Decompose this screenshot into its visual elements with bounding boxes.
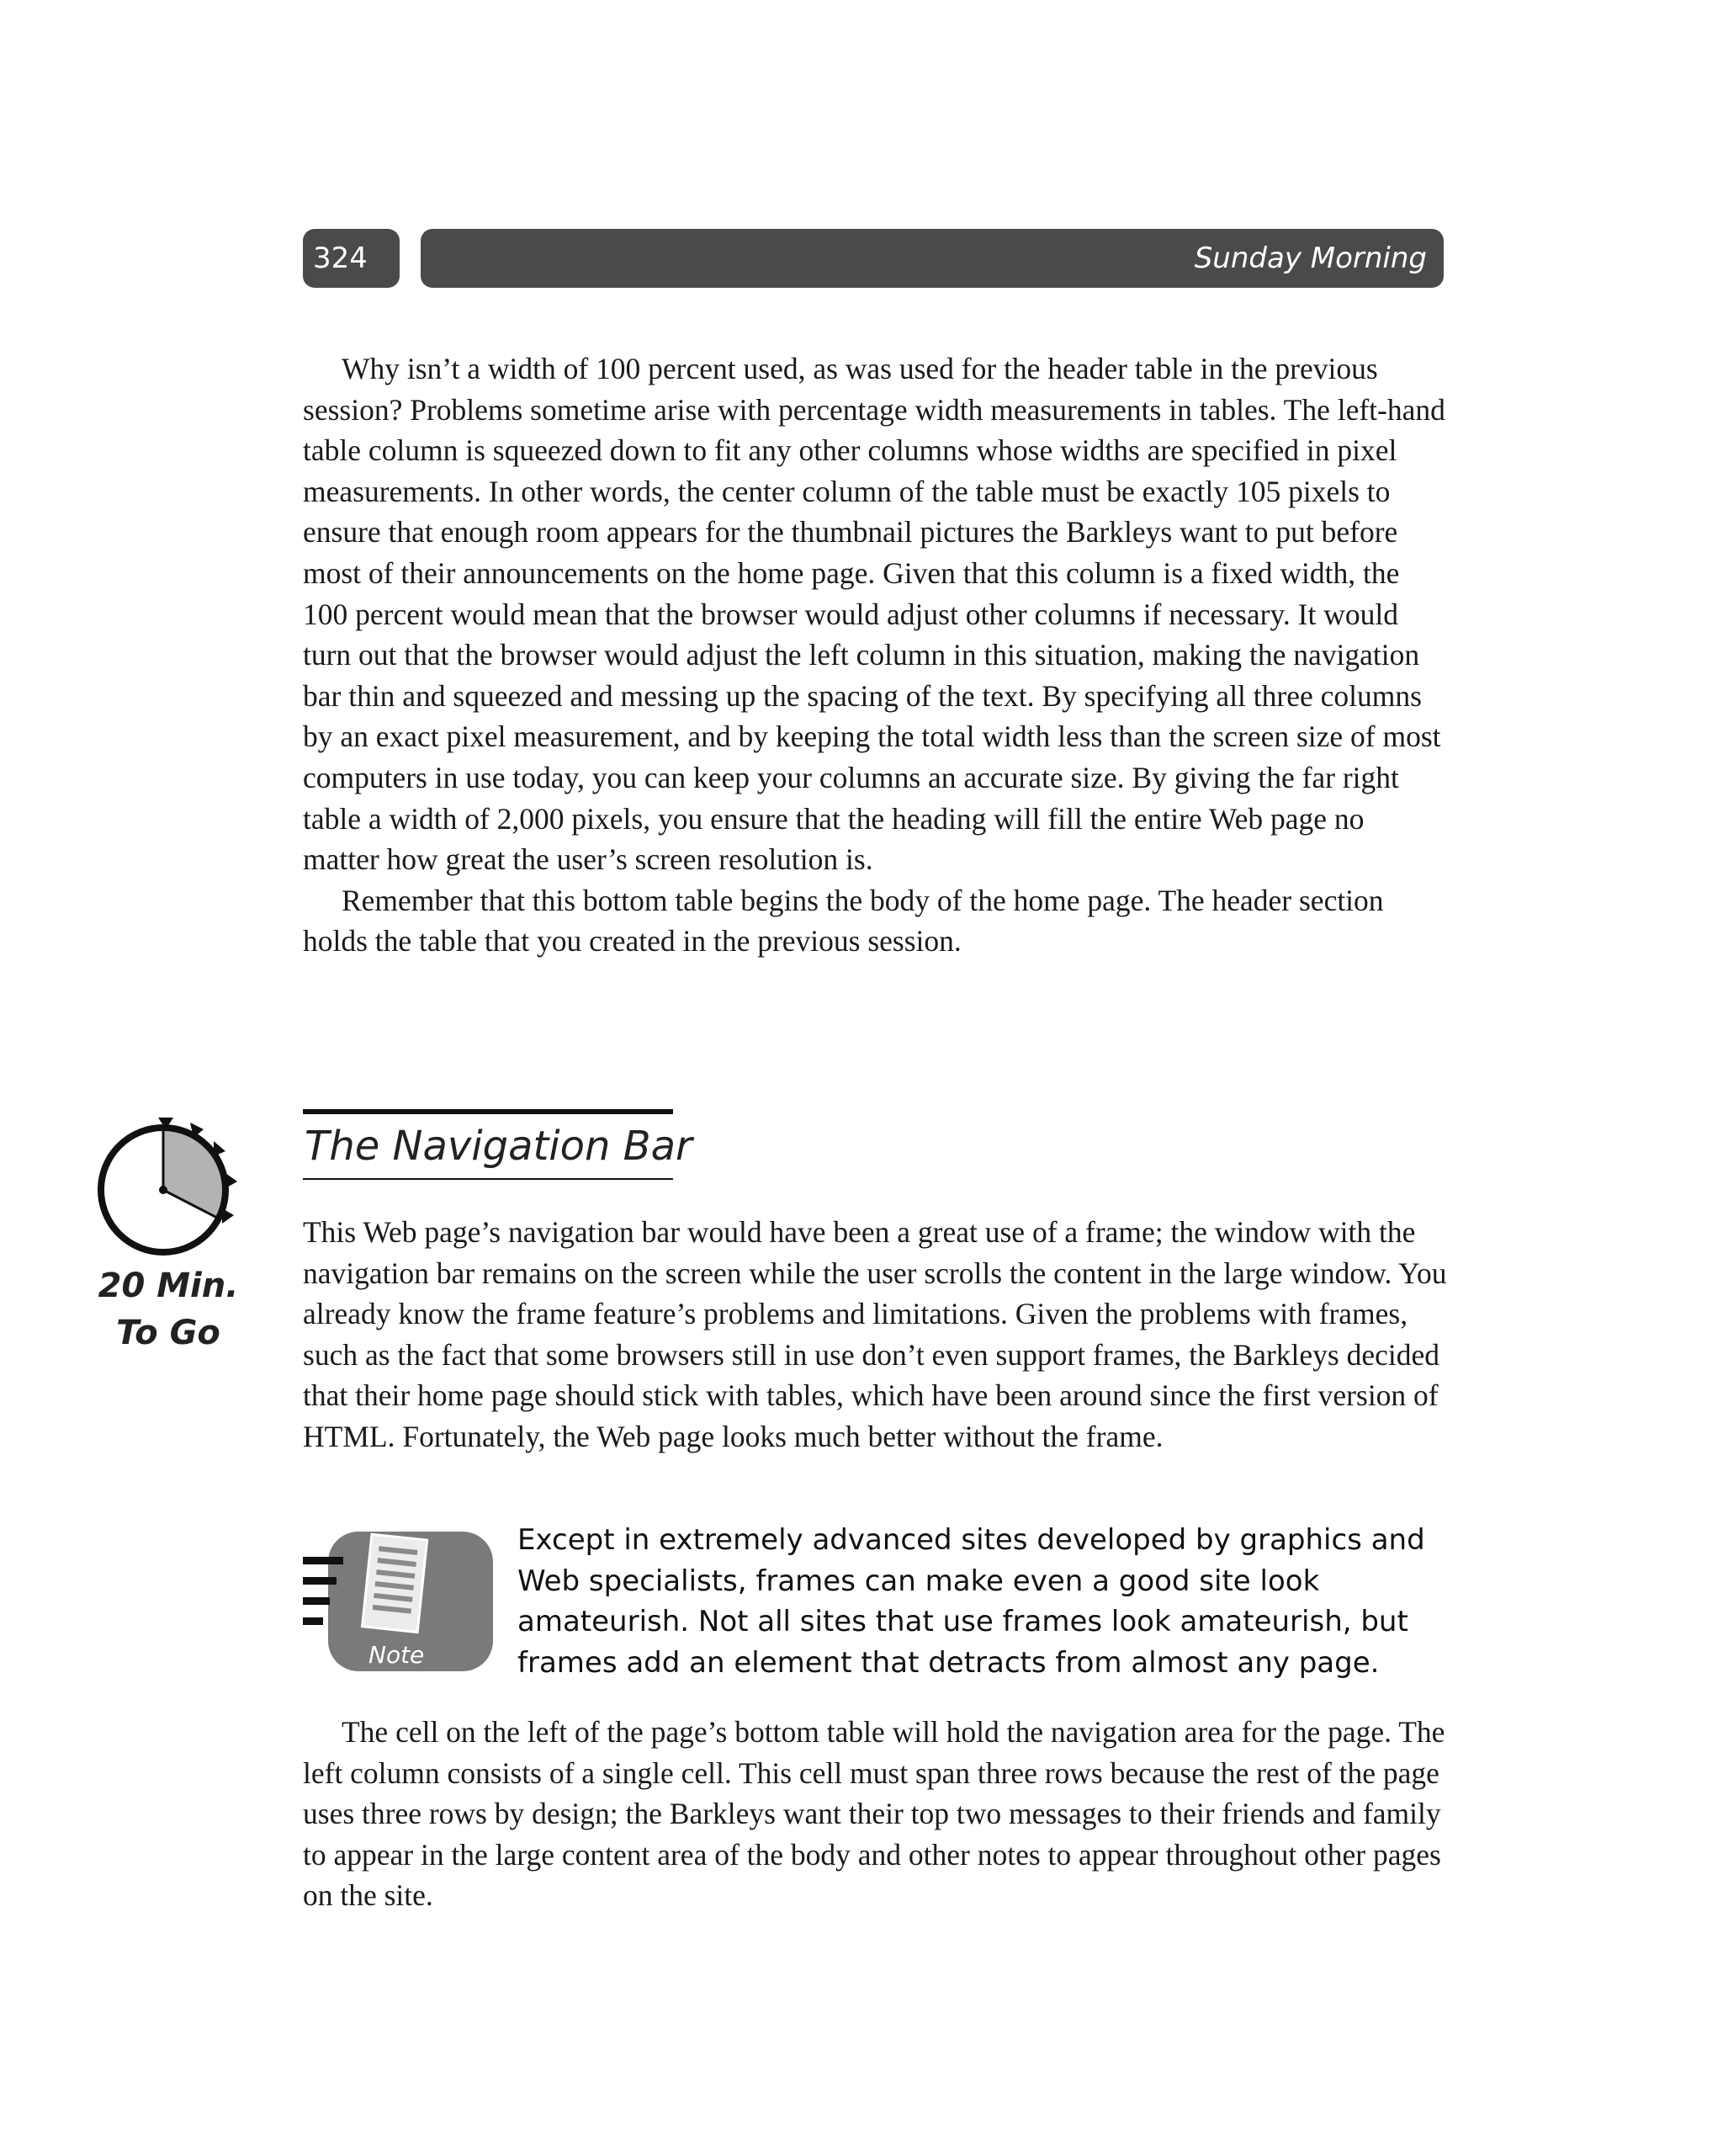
section-paragraph-2: The cell on the left of the page’s bottom table will hold the navigation area for the page. The left column consists of a single cell. This cell must span three rows because the rest of the page uses three rows by design; the Barkleys want their top two messages to their friends and family to appear in the large content area of the body and other notes to appear throughout other pages on the site.	[303, 1715, 1445, 1913]
time-remaining-label	[84, 1262, 252, 1357]
note-label: Note	[368, 1641, 425, 1669]
section-title: The Navigation Bar	[305, 1123, 692, 1170]
note-icon	[303, 1525, 496, 1675]
clock-icon	[94, 1109, 244, 1259]
note-text: Except in extremely advanced sites developed by graphics and Web specialists, frames can make even a good site look amateurish. Not all sites that use frames look amateurish, but frames add an element that detracts from almost any page.	[517, 1523, 1425, 1680]
running-header	[303, 229, 1444, 288]
intro-text	[303, 348, 1447, 962]
section-heading	[303, 1109, 692, 1180]
intro-paragraph-1: Why isn’t a width of 100 percent used, as was used for the header table in the previous session? Problems sometime arise with percentage width measurements in tables. The left-hand table column is squeezed down to fit any other columns whose widths are specified in pixel measurements. In other words, the center column of the table must be exactly 105 pixels to ensure that enough room appears for the thumbnail pictures the Barkleys want to put before most of their announcements on the home page. Given that this column is a fixed width, the 100 percent would mean that the browser would adjust other columns if necessary. It would turn out that the browser would adjust the left column in this situation, making the navigation bar thin and squeezed and messing up the spacing of the text. By specifying all three columns by an exact pixel measurement, and by keeping the total width less than the screen size of most computers in use today, you can keep your columns an accurate size. By giving the far right table a width of 2,000 pixels, you ensure that the heading will fill the entire Web page no matter how great the user’s screen resolution is.	[303, 352, 1445, 877]
section-text-2	[303, 1712, 1447, 1916]
section-text	[303, 1212, 1447, 1458]
time-remaining-minutes: 20 Min.	[98, 1267, 239, 1305]
running-head-title: Sunday Morning	[421, 229, 1444, 288]
page-number: 324	[303, 229, 400, 288]
section-paragraph-1: This Web page’s navigation bar would have been a great use of a frame; the window with the navigation bar remains on the screen while the user scrolls the content in the large window. You already know the frame feature’s problems and limitations. Given the problems with frames, such as the fact that some browsers still in use don’t even support frames, the Barkleys decided that their home page should stick with tables, which have been around since the first version of HTML. Fortunately, the Web page looks much better without the frame.	[303, 1215, 1447, 1453]
intro-paragraph-2: Remember that this bottom table begins the body of the home page. The header section holds the table that you created in the previous session.	[303, 883, 1384, 959]
time-remaining-suffix: To Go	[116, 1314, 220, 1352]
